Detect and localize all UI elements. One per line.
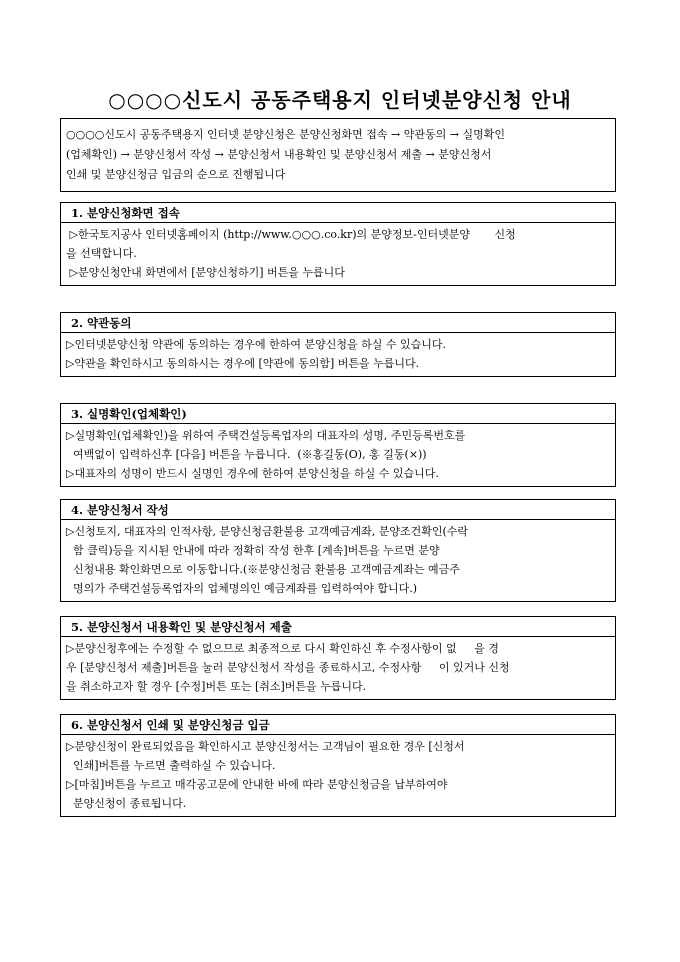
section-heading: 2. 약관동의 — [61, 313, 615, 333]
section-line: ▷[마침]버튼을 누르고 매각공고문에 안내한 바에 따라 분양신청금을 납부하여야 — [66, 778, 448, 791]
section-body — [61, 637, 615, 699]
section-line: 인쇄]버튼를 누르면 출력하실 수 있습니다. — [66, 759, 276, 772]
section-heading: 3. 실명확인(업체확인) — [61, 404, 615, 424]
section-5 — [60, 616, 616, 700]
section-line: 분양신청이 종료됩니다. — [66, 797, 187, 810]
section-line: ▷인터넷분양신청 약관에 동의하는 경우에 한하여 분양신청을 하실 수 있습니다. — [66, 338, 446, 351]
section-body — [61, 424, 615, 486]
section-line: 을 취소하고자 할 경우 [수정]버튼 또는 [취소]버튼을 누릅니다. — [66, 680, 367, 693]
section-line: 함 클릭)등을 지시된 안내에 따라 정확히 작성 한후 [계속]버튼을 누르면 분양 — [66, 544, 440, 557]
section-1 — [60, 202, 616, 286]
section-body — [61, 735, 615, 816]
section-line: 우 [분양신청서 제출]버튼을 눌러 분양신청서 작성을 종료하시고, 수정사항 이 있거나 신청 — [66, 661, 510, 674]
intro-box — [60, 118, 616, 192]
page-title: ○○○○신도시 공동주택용지 인터넷분양신청 안내 — [108, 88, 572, 112]
section-line: ▷분양신청이 완료되었음을 확인하시고 분양신청서는 고객님이 필요한 경우 [신청서 — [66, 740, 465, 753]
intro-line: (업체확인) → 분양신청서 작성 → 분양신청서 내용확인 및 분양신청서 제출 → 분양신청서 — [66, 148, 492, 161]
section-2 — [60, 312, 616, 377]
section-line: 신청내용 확인화면으로 이동합니다.(※분양신청금 환불용 고객예금계좌는 예금주 — [66, 563, 460, 576]
section-line: 을 선택합니다. — [66, 247, 137, 260]
section-heading: 6. 분양신청서 인쇄 및 분양신청금 입금 — [61, 715, 615, 735]
section-line: 명의가 주택건설등록업자의 업체명의인 예금계좌를 입력하여야 합니다.) — [66, 582, 418, 595]
section-heading: 4. 분양신청서 작성 — [61, 500, 615, 520]
section-line: ▷실명확인(업체확인)을 위하여 주택건설등록업자의 대표자의 성명, 주민등록번호를 — [66, 429, 466, 442]
section-line: ▷한국토지공사 인터넷홈페이지 (http://www.○○○.co.kr)의 분양정보-인터넷분양 신청 — [66, 228, 516, 241]
section-heading: 1. 분양신청화면 접속 — [61, 203, 615, 223]
section-body — [61, 520, 615, 601]
section-body — [61, 333, 615, 376]
section-body — [61, 223, 615, 285]
section-line: 여백없이 입력하신후 [다음] 버튼을 누릅니다. (※홍길동(O), 홍 길동(×)) — [66, 448, 427, 461]
section-line: ▷약관을 확인하시고 동의하시는 경우에 [약관에 동의함] 버튼을 누릅니다. — [66, 357, 420, 370]
section-line: ▷분양신청후에는 수정할 수 없으므로 최종적으로 다시 확인하신 후 수정사항이 없 을 경 — [66, 642, 499, 655]
section-4 — [60, 499, 616, 602]
section-line: ▷대표자의 성명이 반드시 실명인 경우에 한하여 분양신청을 하실 수 있습니다. — [66, 467, 439, 480]
section-3 — [60, 403, 616, 487]
intro-line: ○○○○신도시 공동주택용지 인터넷 분양신청은 분양신청화면 접속 → 약관동의 → 실명확인 — [66, 128, 505, 141]
section-line: ▷분양신청안내 화면에서 [분양신청하기] 버튼을 누릅니다 — [66, 266, 345, 279]
section-line: ▷신청토지, 대표자의 인적사항, 분양신청금환불용 고객예금계좌, 분양조건확인(수락 — [66, 525, 469, 538]
intro-line: 인쇄 및 분양신청금 입금의 순으로 진행됩니다 — [66, 168, 286, 181]
section-6 — [60, 714, 616, 817]
section-heading: 5. 분양신청서 내용확인 및 분양신청서 제출 — [61, 617, 615, 637]
